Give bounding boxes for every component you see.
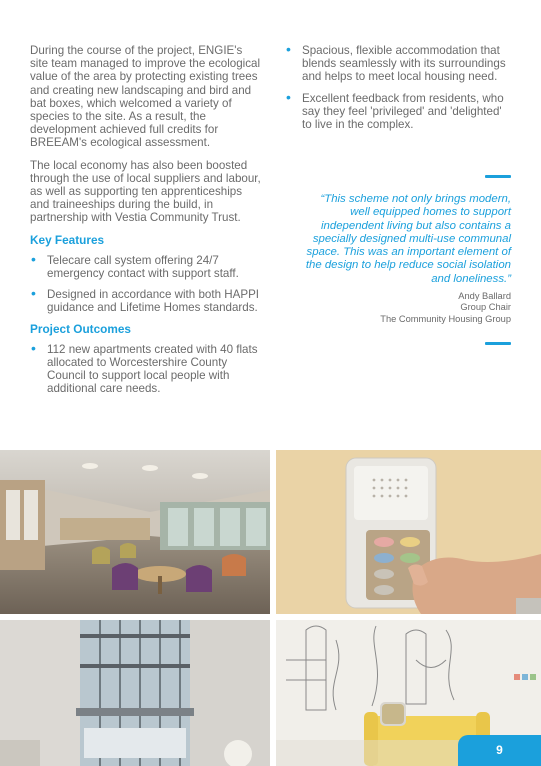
outcomes-continued-list (285, 44, 513, 131)
communal-lounge-photo (0, 450, 270, 614)
list-item: • Telecare call system offering 24/7 emergency contact with support staff. (30, 254, 262, 280)
project-ecology-paragraph: During the course of the project, ENGIE's site team managed to improve the ecological value of the area by protecting existing trees and creating new landscaping and bird and bat boxes, which welcomed a variety of species to the site. As a result, the development achieved full credits for BREEAM's ecological assessment. (30, 44, 261, 150)
project-outcomes-heading: Project Outcomes (30, 321, 131, 336)
local-economy-paragraph: The local economy has also been boosted through the use of local suppliers and labour, as well as supporting ten apprenticeships and traineeships during the build, in partnership with Vestia Community Trust. (30, 158, 261, 225)
quote-bottom-rule (485, 342, 511, 345)
quote-attribution (300, 291, 511, 325)
list-item: • 112 new apartments created with 40 flats allocated to Worcestershire County Council to support local people with additional care needs. (30, 343, 262, 396)
quote-top-rule (485, 175, 511, 178)
telecare-panel-photo (276, 450, 541, 614)
atrium-photo (0, 620, 270, 766)
pull-quote: “This scheme not only brings modern, well equipped homes to support independent living but also contains a specially designed multi-use communal space. This was an important element of the design to help reduce social isolation and loneliness.” (305, 193, 511, 285)
page-number: 9 (458, 735, 541, 766)
list-item: • Designed in accordance with both HAPPI guidance and Lifetime Homes standards. (30, 288, 262, 314)
attribution-organisation: The Community Housing Group (380, 313, 511, 324)
key-features-heading: Key Features (30, 232, 105, 247)
project-outcomes-list (30, 343, 262, 396)
list-item: • Excellent feedback from residents, who say they feel 'privileged' and 'delighted' to live in the complex. (285, 92, 513, 132)
left-column (30, 44, 262, 404)
list-item: • Spacious, flexible accommodation that blends seamlessly with its surroundings and helps to meet local housing need. (285, 44, 513, 84)
right-column (285, 44, 513, 139)
key-features-list (30, 254, 262, 315)
attribution-role: Group Chair (460, 302, 511, 313)
attribution-name: Andy Ballard (458, 291, 511, 301)
